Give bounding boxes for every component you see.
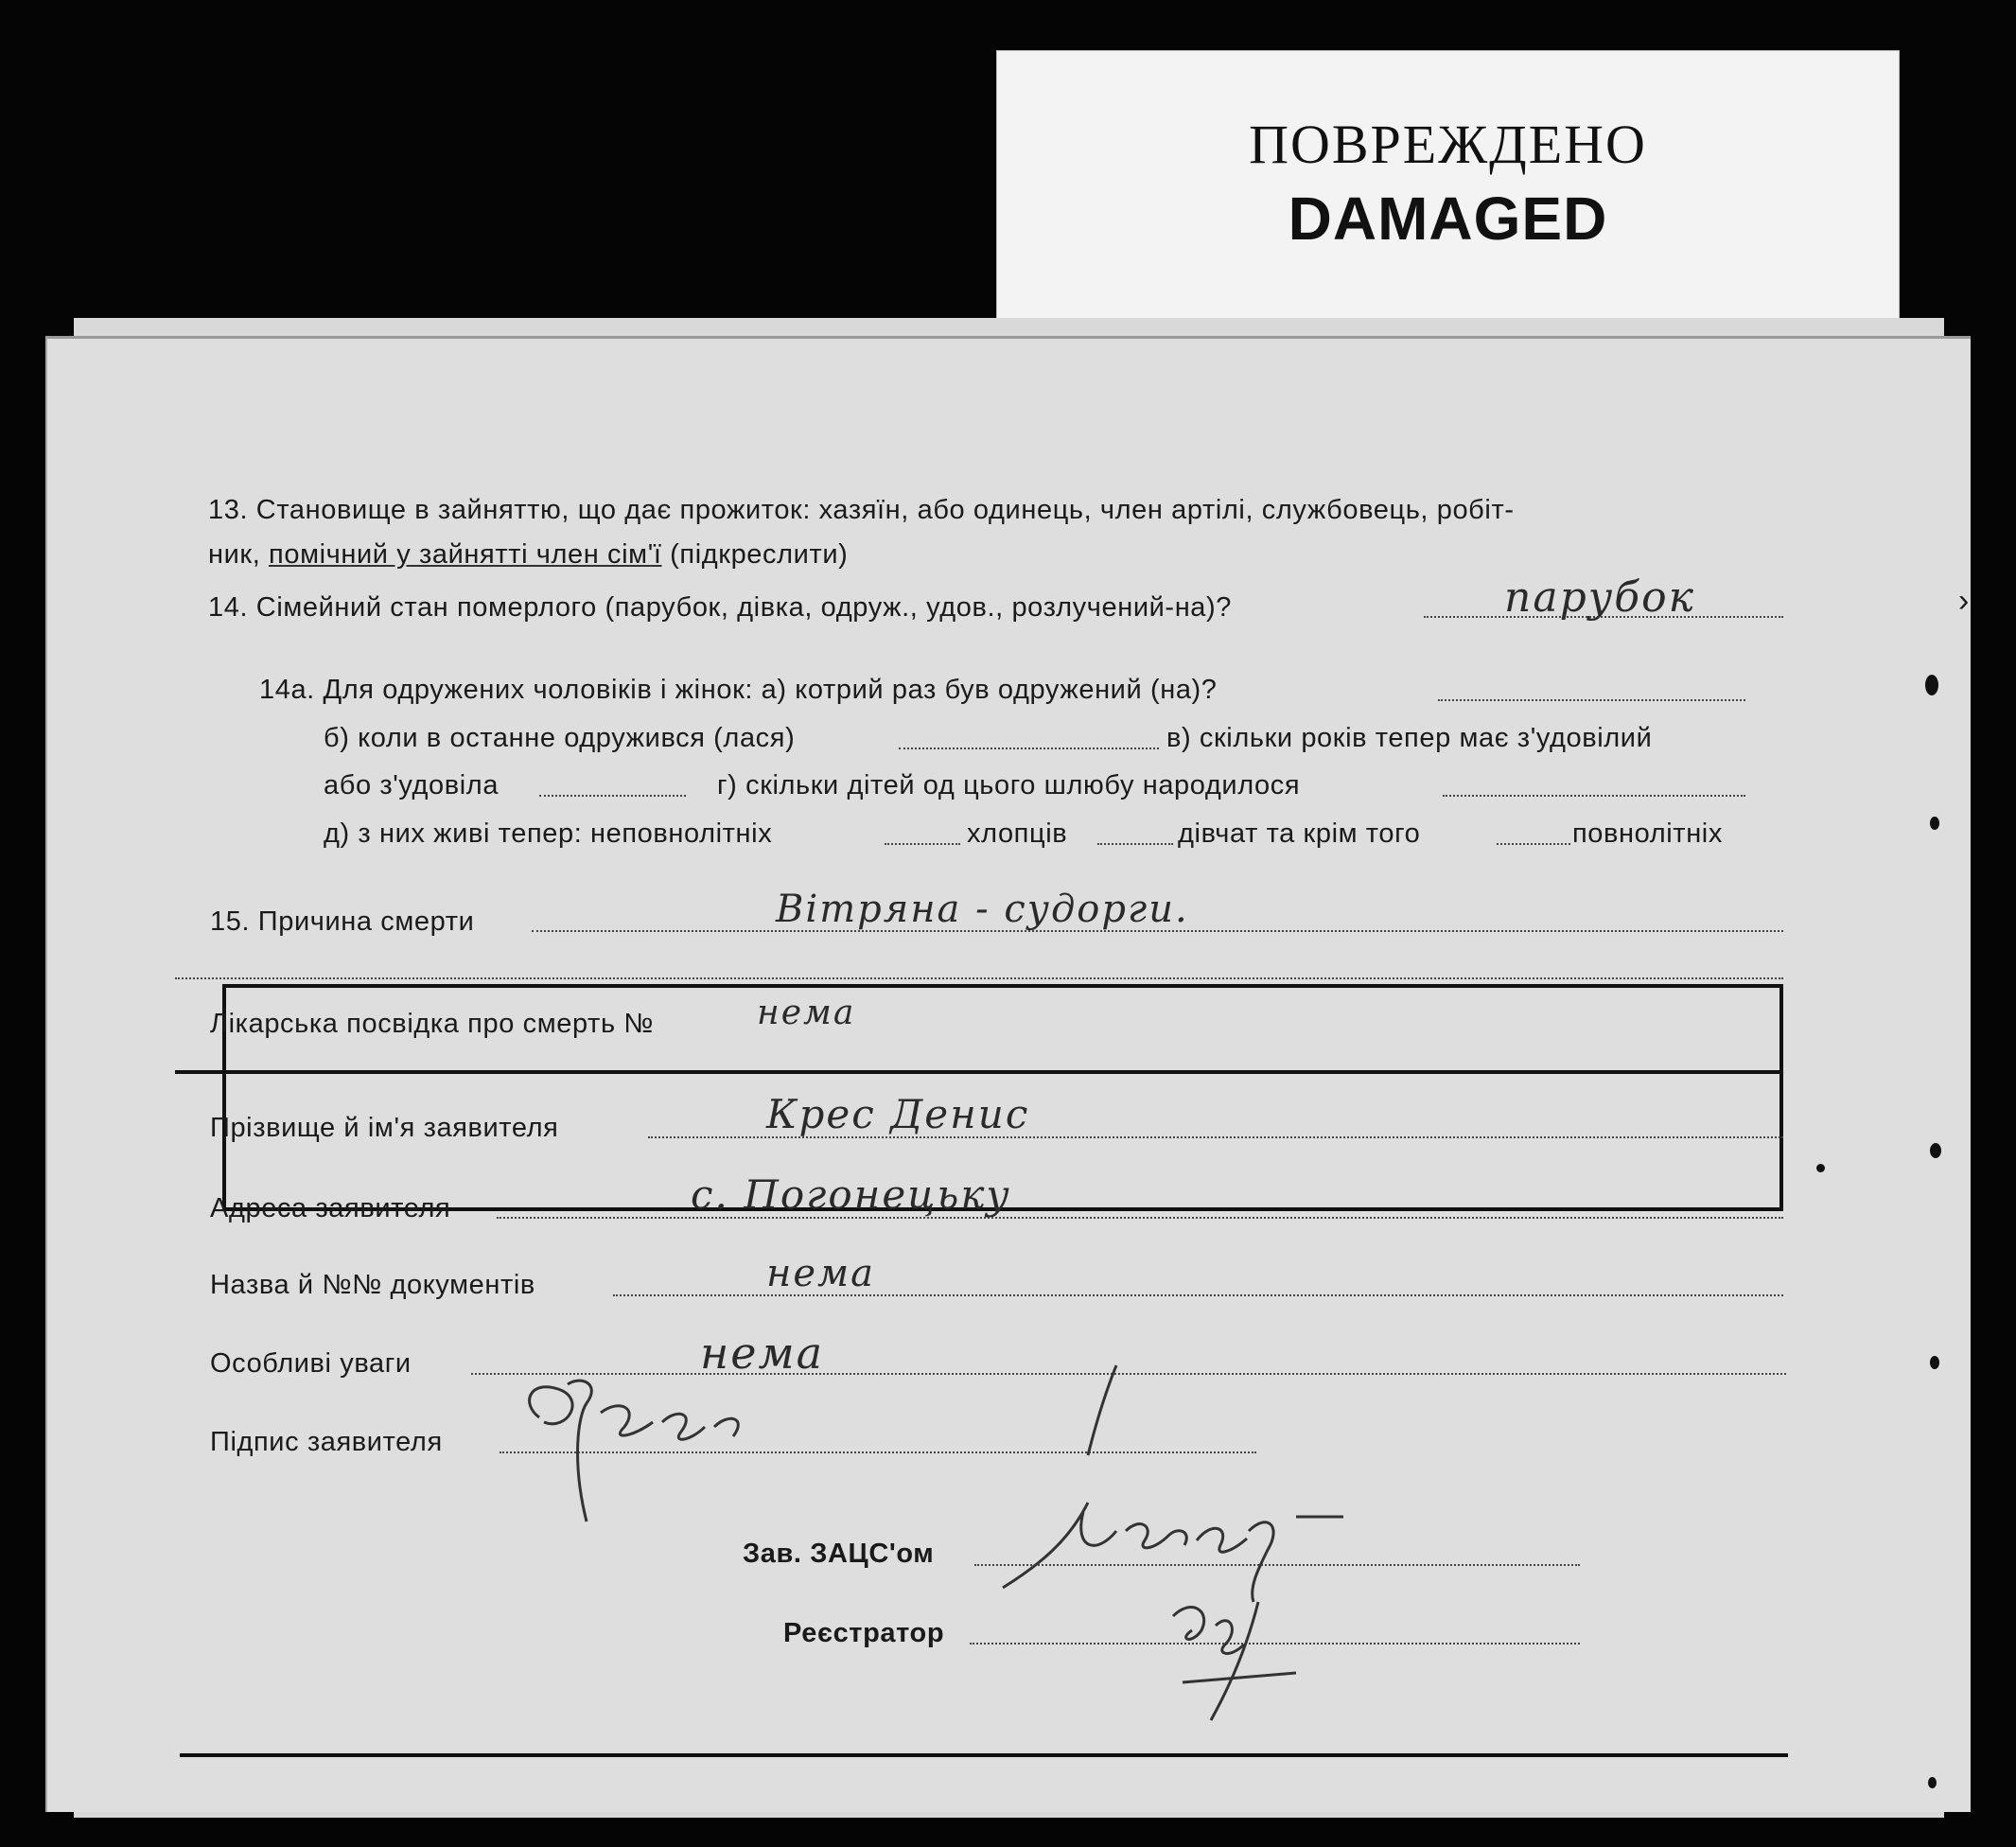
q15-extra-line <box>175 977 1783 979</box>
damaged-label-en: DAMAGED <box>1288 185 1608 253</box>
registrar-label: Реєстратор <box>783 1618 945 1648</box>
q14a-line2b: в) скільки років тепер має з'удовілий <box>1166 723 1653 753</box>
damaged-label-ru: ПОВРЕЖДЕНО <box>1249 114 1647 175</box>
certificate-label: Лікарська посвідка про смерть № <box>210 1009 655 1039</box>
remarks-answer: нема <box>700 1328 825 1379</box>
punch-mark <box>1930 1356 1939 1369</box>
documents-label: Назва й №№ документів <box>210 1270 535 1300</box>
q14a-line2a: б) коли в останне одружився (лася) <box>324 723 796 753</box>
punch-mark <box>1930 1143 1941 1158</box>
remarks-label: Особливі уваги <box>210 1348 412 1379</box>
applicant-address-line <box>497 1217 1783 1219</box>
stray-pen-mark <box>1078 1361 1135 1465</box>
applicant-signature-label: Підпис заявителя <box>210 1427 443 1457</box>
q14a-line3a: або з'удовіла <box>324 770 500 800</box>
q14a-girls-line <box>1497 843 1570 845</box>
q15-label: 15. Причина смерти <box>210 906 475 937</box>
q13-prefix: ник, <box>208 539 270 570</box>
q14a-line4b: хлопців <box>967 818 1068 849</box>
q14a-line4c: дівчат та крім того <box>1178 818 1421 849</box>
applicant-signature <box>511 1361 833 1540</box>
damaged-label-card <box>996 50 1900 334</box>
q14a-boys-line <box>1097 843 1173 845</box>
q14a-last-married-line <box>899 748 1159 749</box>
q14a-children-born-line <box>1443 795 1745 797</box>
q14a-line3b: г) скільки дітей од цього шлюбу народилося <box>717 770 1301 800</box>
head-signature <box>984 1474 1438 1607</box>
head-label: Зав. ЗАЦС'ом <box>743 1539 935 1569</box>
applicant-address-label: Адреса заявителя <box>210 1193 451 1223</box>
q14-label: 14. Сімейний стан померлого (парубок, дівка, одруж., удов., розлучений-на)? <box>208 592 1233 623</box>
applicant-name-label: Прізвище й ім'я заявителя <box>210 1113 559 1143</box>
punch-mark <box>1930 817 1939 830</box>
form-sheet <box>45 336 1971 1812</box>
q14a-minors-line <box>885 843 960 845</box>
q13-underlined-option: помічний у зайнятті член сім'ї <box>269 539 662 570</box>
q13-line2 <box>208 539 848 571</box>
q14-answer: парубок <box>1504 573 1695 622</box>
punch-mark <box>1928 1777 1937 1788</box>
punch-mark <box>1925 675 1938 695</box>
certificate-answer: нема <box>757 994 856 1032</box>
q13-suffix: (підкреслити) <box>661 539 849 570</box>
applicant-name-answer: Крес Денис <box>766 1091 1030 1137</box>
q14a-line4d: повнолітніх <box>1572 818 1723 849</box>
q15-answer: Вітряна - судорги. <box>776 888 1189 931</box>
applicant-address-answer: с. Погонецьку <box>691 1171 1011 1218</box>
bottom-rule <box>180 1753 1788 1757</box>
section-divider <box>175 1070 1783 1074</box>
q14a-line4a: д) з них живі тепер: неповнолітніх <box>324 818 773 849</box>
margin-mark: › <box>1958 583 1970 619</box>
punch-mark <box>1816 1164 1825 1172</box>
registrar-signature <box>1135 1588 1353 1730</box>
q14a-times-married-line <box>1438 699 1745 701</box>
documents-answer: нема <box>766 1252 876 1295</box>
q13-line1: 13. Становище в зайняттю, що дає прожиток: хазяїн, або одинець, член артілі, службовець, робіт- <box>208 495 1515 525</box>
q14a-widowed-years-line <box>539 795 686 797</box>
q14a-line1: 14а. Для одружених чоловіків і жінок: а) котрий раз був одружений (на)? <box>259 675 1218 705</box>
